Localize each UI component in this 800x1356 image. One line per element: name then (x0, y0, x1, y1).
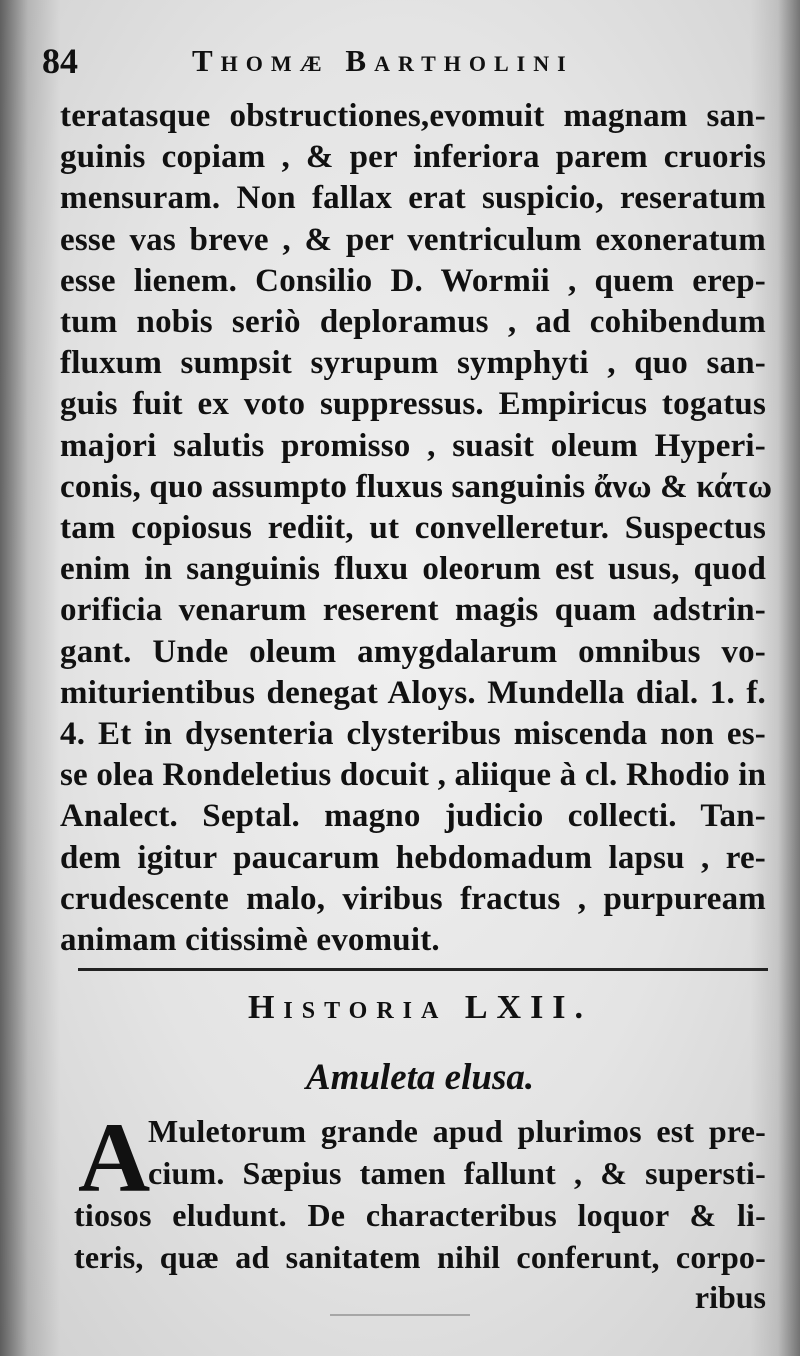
text-line: cium. Sæpius tamen fallunt , & supersti- (148, 1155, 766, 1191)
text-line: majori salutis promisso , suasit oleum Hyperi- (60, 427, 766, 464)
running-title: Thomæ Bartholini (192, 43, 574, 78)
body-text (60, 96, 773, 961)
text-line: dem igitur paucarum hebdomadum lapsu , re- (60, 839, 766, 876)
text-line: fluxum sumpsit syrupum symphyti , quo san- (60, 345, 766, 382)
text-line: tam copiosus rediit, ut convelleretur. Suspectus (60, 510, 766, 547)
paragraph (74, 1102, 766, 1278)
text-line: Muletorum grande apud plurimos est pre- (148, 1113, 766, 1149)
text-line: 4. Et in dysenteria clysteribus miscenda non es- (60, 716, 766, 753)
text-line: guis fuit ex voto suppressus. Empiricus togatus (60, 386, 766, 423)
section-divider (78, 968, 768, 971)
drop-cap: A (78, 1102, 151, 1213)
text-line: teratasque obstructiones,evomuit magnam san- (60, 98, 766, 134)
text-line: guinis copiam , & per inferiora parem cruoris (60, 139, 766, 176)
text-line: gant. Unde oleum amygdalarum omnibus vo- (60, 633, 766, 670)
text-line: tum nobis seriò deploramus , ad cohibendum (60, 304, 766, 341)
section-title: Historia LXII. (247, 989, 593, 1026)
signature-mark (330, 1314, 470, 1318)
text-line: animam citissimè evomuit. (60, 922, 440, 959)
text-line: miturientibus denegat Aloys. Mundella dial. 1. f. (60, 674, 766, 711)
text-line: esse lienem. Consilio D. Wormii , quem erep- (60, 262, 766, 299)
text-line: Analect. Septal. magno judicio collecti. Tan- (60, 798, 766, 835)
text-line: tiosos eludunt. De characteribus loquor & li- (74, 1197, 766, 1233)
running-head (42, 38, 762, 88)
text-line: conis, quo assumpto fluxus sanguinis ἄνω & κάτω (60, 468, 773, 505)
text-line: se olea Rondeletius docuit , aliique à cl. Rhodio in (60, 757, 767, 794)
section-subtitle: Amuleta elusa. (305, 1057, 535, 1098)
text-line: mensuram. Non fallax erat suspicio, reseratum (60, 180, 766, 217)
text-line: crudescente malo, viribus fractus , purpuream (60, 880, 766, 917)
text-line: enim in sanguinis fluxu oleorum est usus, quod (60, 551, 766, 588)
text-line: teris, quæ ad sanitatem nihil conferunt, corpo- (74, 1239, 766, 1275)
catchword: ribus (694, 1279, 766, 1315)
text-line: orificia venarum reserent magis quam adstrin- (60, 592, 766, 629)
text-line: esse vas breve , & per ventriculum exoneratum (60, 221, 766, 258)
page-number: 84 (42, 41, 78, 81)
